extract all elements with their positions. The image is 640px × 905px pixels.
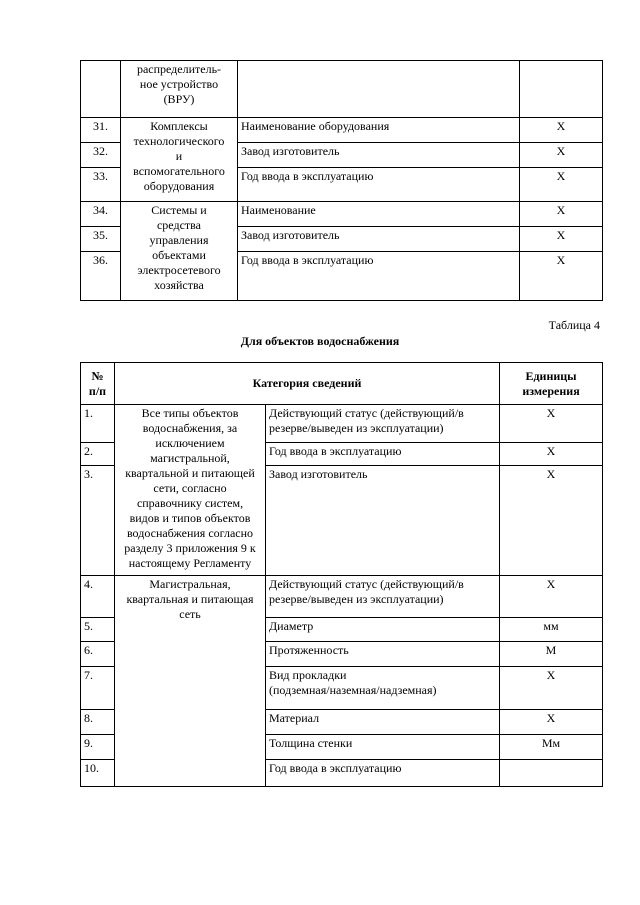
unit-cell: Х [500,667,603,710]
row-number: 32. [81,143,121,168]
row-number: 6. [81,642,115,667]
header-unit: Единицы измерения [500,363,603,405]
row-number: 8. [81,710,115,735]
unit-cell: Х [500,405,603,443]
table-row [81,202,603,227]
info-cell: Диаметр [266,618,500,642]
row-number: 7. [81,667,115,710]
row-number-cell [81,61,121,118]
row-number: 3. [81,466,115,576]
unit-cell: Х [520,118,603,143]
info-cell: Протяженность [266,642,500,667]
category-cell: Магистральная, квартальная и питающая сеть [115,576,266,787]
info-cell: Год ввода в эксплуатацию [266,760,500,787]
table-row [81,61,603,118]
category-cell: Системы и средства управления объектами электросетевого хозяйства [121,202,238,301]
row-number: 1. [81,405,115,443]
row-number: 5. [81,618,115,642]
category-cell: распределитель- ное устройство (ВРУ) [121,61,238,118]
info-cell: Год ввода в эксплуатацию [238,252,520,301]
unit-cell: Х [500,710,603,735]
table-title: Для объектов водоснабжения [240,334,400,348]
unit-cell: Х [520,168,603,202]
row-number: 33. [81,168,121,202]
unit-cell: Х [520,202,603,227]
table-row [81,576,603,618]
info-cell: Завод изготовитель [238,227,520,252]
unit-cell: М [500,642,603,667]
info-cell: Действующий статус (действующий/в резерве/выведен из эксплуатации) [266,576,500,618]
info-cell [238,61,520,118]
category-cell: Все типы объектов водоснабжения, за исключением магистральной, квартальной и питающей сети, согласно справочнику систем, видов и типов объектов водоснабжения согласно разделу 3 приложения 9 к настоящему Регламенту [115,405,266,576]
row-number: 10. [81,760,115,787]
info-cell: Год ввода в эксплуатацию [238,168,520,202]
row-number: 31. [81,118,121,143]
unit-cell: Мм [500,735,603,760]
table-header-row [81,363,603,405]
table-row [81,405,603,443]
unit-cell: мм [500,618,603,642]
info-cell: Завод изготовитель [266,466,500,576]
row-number: 2. [81,443,115,466]
table-number-label: Таблица 4 [548,318,600,332]
unit-cell [520,61,603,118]
info-cell: Действующий статус (действующий/в резерве/выведен из эксплуатации) [266,405,500,443]
unit-cell [500,760,603,787]
header-number: № п/п [81,363,115,405]
row-number: 9. [81,735,115,760]
info-cell: Завод изготовитель [238,143,520,168]
category-cell: Комплексы технологического и вспомогательного оборудования [121,118,238,202]
info-cell: Материал [266,710,500,735]
info-cell: Наименование оборудования [238,118,520,143]
table-electrical-continuation [80,60,603,301]
unit-cell: Х [500,576,603,618]
row-number: 35. [81,227,121,252]
unit-cell: Х [520,143,603,168]
unit-cell: Х [520,252,603,301]
table-row [81,118,603,143]
row-number: 4. [81,576,115,618]
unit-cell: Х [500,443,603,466]
row-number: 34. [81,202,121,227]
row-number: 36. [81,252,121,301]
info-cell: Год ввода в эксплуатацию [266,443,500,466]
unit-cell: Х [520,227,603,252]
info-cell: Толщина стенки [266,735,500,760]
unit-cell: Х [500,466,603,576]
info-cell: Наименование [238,202,520,227]
header-category: Категория сведений [115,363,500,405]
table-water-supply [80,362,603,787]
info-cell: Вид прокладки (подземная/наземная/надземная) [266,667,500,710]
